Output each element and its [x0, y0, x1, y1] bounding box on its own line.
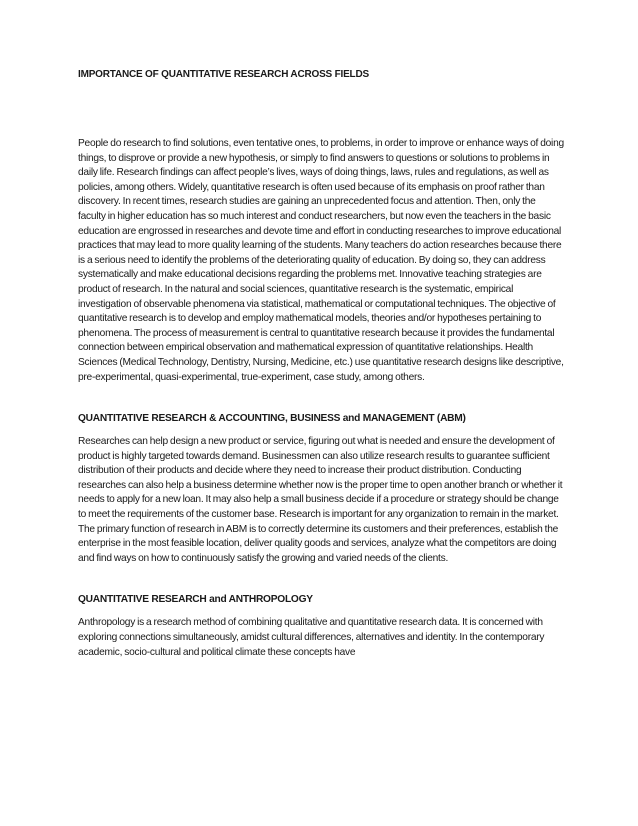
- document-title: IMPORTANCE OF QUANTITATIVE RESEARCH ACROSS FIELDS: [78, 69, 369, 80]
- section-heading-abm: QUANTITATIVE RESEARCH & ACCOUNTING, BUSINESS and MANAGEMENT (ABM): [78, 413, 466, 425]
- anthropology-paragraph: Anthropology is a research method of combining qualitative and quantitative research data. It is concerned with exploring connections simultaneously, amidst cultural differences, alternatives and identity. In the contemporary academic, socio-cultural and political climate these concepts have: [78, 617, 545, 658]
- document-body: [78, 68, 564, 660]
- section-heading-anthropology: QUANTITATIVE RESEARCH and ANTHROPOLOGY: [78, 594, 313, 606]
- abm-paragraph: Researches can help design a new product or service, figuring out what is needed and ensure the development of product is highly targeted towards demand. Businessmen can also utilize research results to guarantee sufficient distribution of their products and decide where they need to increase their product distribution. Conducting researches can also help a business determine whether now is the proper time to open another branch or whether it needs to apply for a new loan. It may also help a small business decide if a procedure or strategy should be change to meet the requirements of the customer base. Research is important for any organization to remain in the market. The primary function of research in ABM is to correctly determine its customers and their preferences, establish the enterprise in the most feasible location, deliver quality goods and services, analyze what the competitors are doing and find ways on how to continuously satisfy the growing and varied needs of the clients.: [78, 436, 563, 564]
- intro-paragraph: People do research to find solutions, even tentative ones, to problems, in order to improve or enhance ways of doing things, to disprove or provide a new hypothesis, or simply to find answers to questions or solutions to problems in daily life. Research findings can affect people’s lives, ways of doing things, laws, rules and regulations, as well as policies, among others. Widely, quantitative research is often used because of its emphasis on proof rather than discovery. In recent times, research studies are gaining an unprecedented focus and attention. Then, only the faculty in higher education has so much interest and conduct researchers, but now even the teachers in the basic education are engrossed in researches and devote time and effort in conducting researches to improve educational practices that may lead to more quality learning of the students. Many teachers do action researches because there is a serious need to identify the problems of the deteriorating quality of education. By doing so, they can address systematically and make educational decisions regarding the problems met. Innovative teaching strategies are product of research. In the natural and social sciences, quantitative research is the systematic, empirical investigation of observable phenomena via statistical, mathematical or computational techniques. The objective of quantitative research is to develop and employ mathematical models, theories and/or hypotheses pertaining to phenomena. The process of measurement is central to quantitative research because it provides the fundamental connection between empirical observation and mathematical expression of quantitative relationships. Health Sciences (Medical Technology, Dentistry, Nursing, Medicine, etc.) use quantitative research designs like descriptive, pre-experimental, quasi-experimental, true-experiment, case study, among others.: [78, 138, 564, 383]
